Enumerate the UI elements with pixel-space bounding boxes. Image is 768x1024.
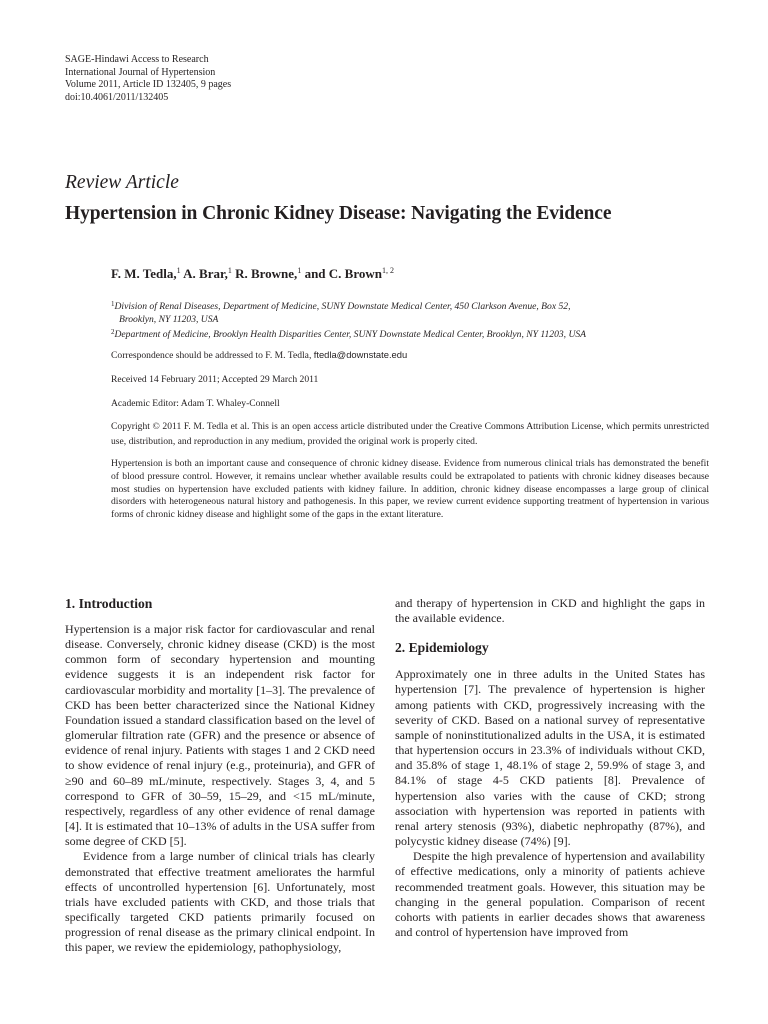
affiliation-1 xyxy=(111,298,711,314)
affiliation-number: 2 xyxy=(111,328,115,337)
doi: doi:10.4061/2011/132405 xyxy=(65,91,169,103)
correspondence-email[interactable]: ftedla@downstate.edu xyxy=(313,349,408,360)
paragraph: Despite the high prevalence of hypertension and availability of effective medications, only a minority of patients achieve recommended treatment goals. However, this situation may be changing in the general population. Comparison of recent cohorts with patients in earlier decades shows that awareness and control of hypertension have improved from xyxy=(395,849,705,939)
affiliation-2 xyxy=(111,326,711,342)
publisher: SAGE-Hindawi Access to Research xyxy=(65,54,209,65)
author-name: R. Browne, xyxy=(231,266,298,281)
journal-header xyxy=(65,54,231,104)
author-affiliation-marker: 1 xyxy=(227,266,232,275)
affiliation-number: 1 xyxy=(111,300,115,308)
author-name: and C. Brown xyxy=(301,266,382,281)
author-name: A. Brar, xyxy=(180,266,228,281)
journal-name: International Journal of Hypertension xyxy=(65,66,216,78)
paragraph: Evidence from a large number of clinical trials has clearly demonstrated that effective treatment ameliorates the harmful effects of uncontrolled hypertension [6]. Unfortunately, most trials have excluded patients with CKD, and those trials that specifically targeted CKD patients primarily focused on progression of renal disease as the primary clinical endpoint. In this paper, we review the epidemiology, pathophysiology, xyxy=(65,849,375,955)
left-column xyxy=(65,596,375,955)
paragraph: Hypertension is a major risk factor for cardiovascular and renal disease. Conversely, chronic kidney disease (CKD) is the most common form of secondary hypertension and mounting evidence suggests it is an independent risk factor for cardiovascular morbidity and mortality [1–3]. The prevalence of CKD has been better characterized since the National Kidney Foundation issued a standard classification based on the level of glomerular filtration rate (GFR) and the presence or absence of evidence of renal injury. Patients with stages 1 and 2 CKD need to show evidence of renal injury (e.g., proteinuria), and GFR of ≥90 and 60–89 mL/minute, respectively. Stages 3, 4, and 5 correspond to GFR of 30–59, 15–29, and <15 mL/minute, respectively, regardless of any other evidence of renal damage [4]. It is estimated that 10–13% of adults in the USA suffer from some degree of CKD [5]. xyxy=(65,622,375,849)
author-affiliation-marker: 1 xyxy=(297,266,302,275)
volume-info: Volume 2011, Article ID 132405, 9 pages xyxy=(65,79,232,90)
abstract: Hypertension is both an important cause and consequence of chronic kidney disease. Evidence from numerous clinical trials has demonstrated the benefit of blood pressure control. However, it remains unclear whether available results could be extrapolated to patients with chronic kidney diseases because most studies on hypertension have excluded patients with kidney failure. In addition, chronic kidney disease encompasses a large group of clinical disorders with heterogeneous natural history and pathogenesis. In this paper, we review current evidence supporting treatment of hypertension in various forms of chronic kidney disease and highlight some of the gaps in the extant literature. xyxy=(111,458,709,521)
right-column xyxy=(395,596,705,940)
paragraph: Approximately one in three adults in the United States has hypertension [7]. The prevalence of hypertension is higher among patients with CKD, progressively increasing with the severity of CKD. Based on a national survey of representative sample of noninstitutionalized adults in the USA, it is estimated that hypertension occurs in 23.3% of individuals without CKD, and 35.8% of stage 1, 48.1% of stage 2, 59.9% of stage 3, and 84.1% of stage 4-5 CKD patients [8]. Prevalence of hypertension also varies with the cause of CKD; strong association with hypertension was reported in patients with renal artery stenosis (93%), diabetic nephropathy (87%), and polycystic kidney disease (74%) [9]. xyxy=(395,667,705,849)
article-type: Review Article xyxy=(65,172,179,193)
paragraph: and therapy of hypertension in CKD and highlight the gaps in the available evidence. xyxy=(395,596,705,626)
author-affiliation-marker: 1, 2 xyxy=(382,266,394,275)
paper-title: Hypertension in Chronic Kidney Disease: Navigating the Evidence xyxy=(65,203,612,224)
affiliation-text: Division of Renal Diseases, Department of Medicine, SUNY Downstate Medical Center, 450 Clarkson Avenue, Box 52, xyxy=(114,301,571,312)
author-list xyxy=(111,266,394,282)
affiliation-1-cont: Brooklyn, NY 11203, USA xyxy=(119,313,219,325)
section-heading: 1. Introduction xyxy=(65,596,153,611)
correspondence xyxy=(111,349,407,361)
author-affiliation-marker: 1 xyxy=(176,266,181,275)
correspondence-text: Correspondence should be addressed to F. M. Tedla, xyxy=(111,350,314,361)
affiliation-text: Department of Medicine, Brooklyn Health Disparities Center, SUNY Downstate Medical Center, Brooklyn, NY 11203, USA xyxy=(114,329,587,341)
author-name: F. M. Tedla, xyxy=(111,266,177,281)
copyright-notice: Copyright © 2011 F. M. Tedla et al. This is an open access article distributed under the Creative Commons Attribution License, which permits unrestricted use, distribution, and reproduction in any medium, provided the original work is properly cited. xyxy=(111,421,709,447)
received-dates: Received 14 February 2011; Accepted 29 March 2011 xyxy=(111,374,319,385)
section-heading: 2. Epidemiology xyxy=(395,640,489,656)
academic-editor: Academic Editor: Adam T. Whaley-Connell xyxy=(111,398,280,409)
affiliations xyxy=(111,298,711,342)
